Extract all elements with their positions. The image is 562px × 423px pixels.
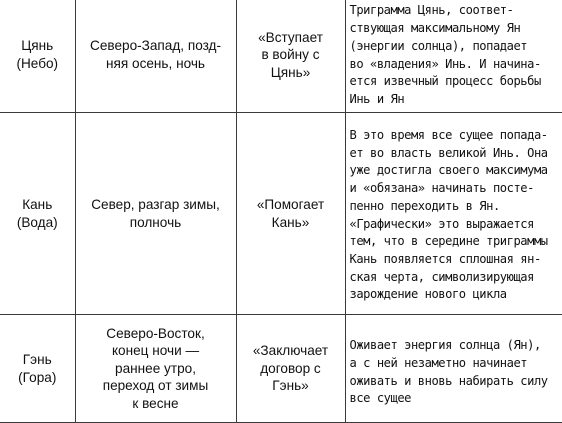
trigram-cell: Кань (Вода) [0,113,75,315]
description-cell: Триграмма Цянь, соответ- ствующая максимальному Ян (энергии солнца), попадает во «владения» Инь. И начина- ется извечный процесс борьбы Инь и Ян [345,0,562,113]
direction-cell: Север, разгар зимы, полночь [75,113,236,315]
direction-cell: Северо-Восток, конец ночи — раннее утро, переход от зимы к весне [75,315,236,423]
trigram-cell: Гэнь (Гора) [0,315,75,423]
description-cell: Оживает энергия солнца (Ян), а с ней незаметно начинает оживать и вновь набирать силу все сущее [345,315,562,423]
relation-cell: «Вступает в войну с Цянь» [236,0,345,113]
direction-cell: Северо-Запад, позд- няя осень, ночь [75,0,236,113]
relation-cell: «Помогает Кань» [236,113,345,315]
table-row [0,113,562,315]
description-cell: В это время все сущее попада- ет во власть великой Инь. Она уже достигла своего максимума и «обязана» начинать посте- пенно переходить в Ян. «Графически» это выражается тем, что в середине триграммы Кань появляется сплошная ян- ская черта, символизирующая зарождение нового цикла [345,113,562,315]
table-row [0,0,562,113]
trigram-cell: Цянь (Небо) [0,0,75,113]
table-row [0,315,562,423]
relation-cell: «Заключает договор с Гэнь» [236,315,345,423]
